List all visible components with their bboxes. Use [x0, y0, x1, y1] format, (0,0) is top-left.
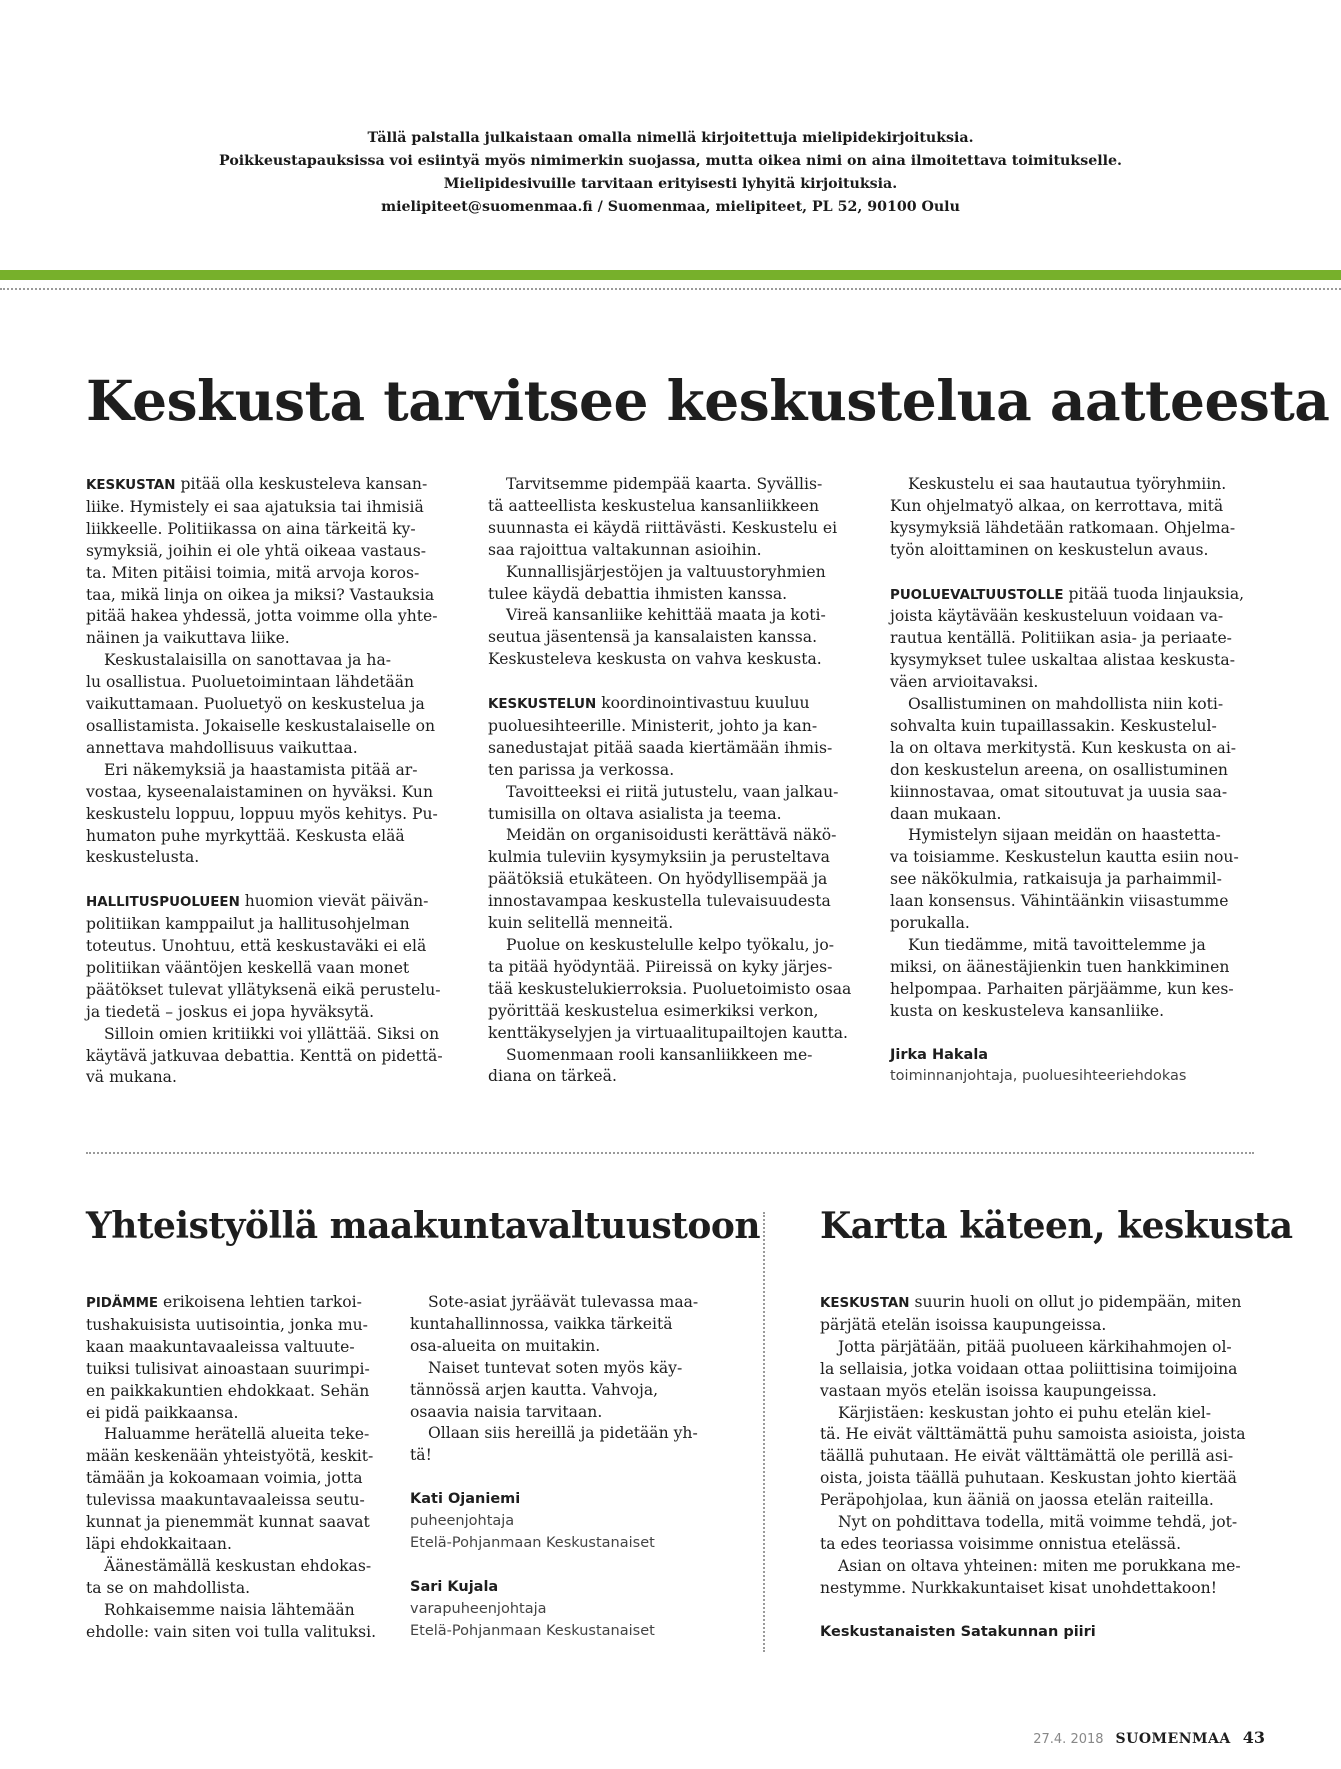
section-divider-bar — [0, 270, 1341, 280]
paragraph-line: don keskustelun areena, on osallistuminen — [890, 760, 1228, 779]
paragraph-line: ta. Miten pitäisi toimia, mitä arvoja koros- — [86, 563, 420, 582]
article3-column — [820, 1292, 1246, 1643]
paragraph-line: innostavampaa keskustella tulevaisuudesta — [488, 892, 831, 911]
paragraph-line: kulmia tuleviin kysymyksiin ja perusteltava — [488, 848, 830, 867]
paragraph-line: läpi ehdokkaitaan. — [86, 1534, 232, 1553]
paragraph-line: Naiset tuntevat soten myös käy- — [428, 1358, 683, 1377]
paragraph-line: työn aloittaminen on keskustelun avaus. — [890, 540, 1209, 559]
paragraph-line: Puolue on keskustelulle kelpo työkalu, jo- — [506, 936, 835, 955]
paragraph-line: suunnasta ei käydä riittävästi. Keskustelu ei — [488, 518, 838, 537]
paragraph-line: tumisilla on oltava asialista ja teema. — [488, 804, 782, 823]
author-name: Keskustanaisten Satakunnan piiri — [820, 1623, 1096, 1640]
paragraph-line: diana on tärkeä. — [488, 1067, 617, 1086]
paragraph-line: Keskustalaisilla on sanottavaa ja ha- — [104, 651, 392, 670]
notice-line: Mielipidesivuille tarvitaan erityisesti lyhyitä kirjoituksia. — [443, 176, 898, 192]
paragraph-line: tännössä arjen kautta. Vahvoja, — [410, 1380, 659, 1399]
paragraph-line: Tarvitsemme pidempää kaarta. Syvällis- — [506, 475, 823, 493]
paragraph-line: Hymistelyn sijaan meidän on haastetta- — [908, 826, 1221, 845]
author-name: Sari Kujala — [410, 1578, 499, 1595]
paragraph-line: symyksiä, joihin ei ole yhtä oikeaa vastaus- — [86, 541, 426, 560]
article-headline: Kartta käteen, keskusta — [820, 1205, 1293, 1247]
author-name: Kati Ojaniemi — [410, 1491, 521, 1508]
paragraph-line: KESKUSTAN pitää olla keskusteleva kansan- — [86, 475, 428, 493]
paragraph-line: oista, joista täällä puhutaan. Keskustan johto kiertää — [820, 1469, 1237, 1488]
lead-word: HALLITUSPUOLUEEN — [86, 895, 240, 911]
paragraph-line: seutua jäsentensä ja kansalaisten kanssa. — [488, 628, 818, 647]
paragraph-line: ta pitää hyödyntää. Piireissä on kyky järjes- — [488, 957, 833, 976]
paragraph-line: nestymme. Nurkkakuntaiset kisat unohdettakoon! — [820, 1578, 1217, 1597]
article2-column-2 — [410, 1292, 698, 1642]
paragraph-line: laan konsensus. Vähintäänkin viisastumme — [890, 892, 1229, 911]
paragraph-line: kysymyksiä lähdetään ratkomaan. Ohjelma- — [890, 518, 1236, 537]
lead-word: KESKUSTELUN — [488, 697, 597, 713]
paragraph-line: PIDÄMME erikoisena lehtien tarkoi- — [86, 1293, 362, 1311]
paragraph-line: kiinnostavaa, omat sitoutuvat ja uusia saa- — [890, 782, 1228, 801]
notice-line: Poikkeustapauksissa voi esiintyä myös nimimerkin suojassa, mutta oikea nimi on aina ilmoitettava toimitukselle. — [219, 153, 1122, 169]
paragraph-line: Keskustelu ei saa hautautua työryhmiin. — [908, 475, 1227, 493]
paragraph-line: Vireä kansanliike kehittää maata ja koti- — [506, 606, 826, 625]
paragraph-line: tulee käydä debattia ihmisten kanssa. — [488, 584, 788, 603]
paragraph-line: Asian on oltava yhteinen: miten me porukkana me- — [838, 1556, 1241, 1575]
paragraph-line: HALLITUSPUOLUEEN huomion vievät päivän- — [86, 892, 429, 911]
paragraph-line: päätöksiä etukäteen. On hyödyllisempää ja — [488, 870, 828, 889]
paragraph-line: tä! — [410, 1446, 432, 1465]
article1-column-3 — [890, 474, 1244, 1088]
paragraph-line: pitää hakea yhdessä, jotta voimme olla yhte- — [86, 607, 438, 626]
paragraph-line: pyörittää keskustelua esimerkiksi verkon, — [488, 1001, 819, 1020]
paragraph-line: liike. Hymistely ei saa ajatuksia tai ihmisiä — [86, 497, 424, 516]
paragraph-line: mään keskenään yhteistyötä, keskit- — [86, 1447, 374, 1466]
paragraph-line: KESKUSTELUN koordinointivastuu kuuluu — [488, 694, 810, 713]
paragraph-line: vastaan myös etelän isoissa kaupungeissa. — [820, 1381, 1157, 1400]
paragraph-line: Kärjistäen: keskustan johto ei puhu etelän kiel- — [838, 1403, 1212, 1422]
notice-line: Tällä palstalla julkaistaan omalla nimellä kirjoitettuja mielipidekirjoituksia. — [367, 130, 974, 146]
paragraph-line: ei pidä paikkaansa. — [86, 1403, 239, 1422]
paragraph-line: PUOLUEVALTUUSTOLLE pitää tuoda linjauksia, — [890, 584, 1245, 603]
paragraph-line: pärjätä etelän isoissa kaupungeissa. — [820, 1315, 1107, 1334]
paragraph-line: kunnat ja pienemmät kunnat saavat — [86, 1513, 370, 1532]
paragraph-line: kysymykset tulee uskaltaa alistaa keskusta- — [890, 651, 1235, 670]
paragraph-line: joista käytävään keskusteluun voidaan va- — [890, 607, 1224, 626]
paragraph-line: sohvalta kuin tupaillassakin. Keskustelul- — [890, 716, 1217, 735]
paragraph-line: ta se on mahdollista. — [86, 1578, 251, 1597]
paragraph-line: kuin selitellä menneitä. — [488, 914, 674, 933]
paragraph-line: helpompaa. Parhaiten pärjäämme, kun kes- — [890, 979, 1234, 998]
paragraph-line: ja tiedetä – joskus ei jopa hyväksytä. — [86, 1002, 375, 1021]
author-organization: Etelä-Pohjanmaan Keskustanaiset — [410, 1534, 655, 1551]
paragraph-line: vä mukana. — [86, 1068, 177, 1087]
paragraph-line: porukalla. — [890, 914, 970, 933]
paragraph-line: keskustelu loppuu, loppuu myös kehitys. Pu- — [86, 804, 438, 823]
paragraph-line: osaavia naisia tarvitaan. — [410, 1402, 603, 1421]
paragraph-line: vaikuttamaan. Puoluetyö on keskustelua ja — [86, 695, 425, 714]
paragraph-line: saa rajoittua valtakunnan asioihin. — [488, 540, 762, 559]
lead-word: KESKUSTAN — [86, 478, 176, 493]
paragraph-line: Sote-asiat jyräävät tulevassa maa- — [428, 1293, 699, 1311]
paragraph-line: väen arvioitavaksi. — [890, 673, 1039, 692]
paragraph-line: tulevissa maakuntavaaleissa seutu- — [86, 1491, 365, 1510]
paragraph-line: Meidän on organisoidusti kerättävä näkö- — [506, 826, 837, 845]
paragraph-line: tä. He eivät välttämättä puhu samoista asioista, joista — [820, 1425, 1246, 1444]
paragraph-line: KESKUSTAN suurin huoli on ollut jo pidempään, miten — [820, 1293, 1242, 1311]
paragraph-line: tuiksi tulisivat ainoastaan suurimpi- — [86, 1359, 370, 1378]
paragraph-line: ta edes teoriassa voisimme onnistua etelässä. — [820, 1534, 1182, 1553]
paragraph-line: täällä puhutaan. He eivät välttämättä ole perillä asi- — [820, 1447, 1234, 1466]
paragraph-line: Peräpohjolaa, kun ääniä on jaossa etelän raiteilla. — [820, 1491, 1214, 1510]
paragraph-line: Tavoitteeksi ei riitä jutustelu, vaan jalkau- — [506, 782, 839, 801]
paragraph-line: sanedustajat pitää saada kiertämään ihmis- — [488, 738, 833, 757]
paragraph-line: näinen ja vaikuttava liike. — [86, 629, 290, 648]
paragraph-line: Osallistuminen on mahdollista niin koti- — [908, 695, 1224, 714]
paragraph-line: taa, mikä linja on oikea ja miksi? Vastauksia — [86, 585, 435, 604]
dotted-rule — [0, 288, 1341, 290]
paragraph-line: vostaa, kyseenalaistaminen on hyväksi. Kun — [86, 782, 434, 801]
paragraph-line: daan mukaan. — [890, 804, 1002, 823]
paragraph-line: Kun tiedämme, mitä tavoittelemme ja — [908, 936, 1206, 955]
paragraph-line: osa-alueita on muitakin. — [410, 1336, 601, 1355]
author-organization: Etelä-Pohjanmaan Keskustanaiset — [410, 1622, 655, 1639]
dotted-rule — [86, 1152, 1254, 1154]
column-notice — [0, 127, 1341, 219]
paragraph-line: tämään ja kokoamaan voimia, jotta — [86, 1469, 363, 1488]
paragraph-line: puoluesihteerille. Ministerit, johto ja kan- — [488, 716, 818, 735]
paragraph-line: en paikkakuntien ehdokkaat. Sehän — [86, 1381, 370, 1400]
paragraph-line: Jotta pärjätään, pitää puolueen kärkihahmojen ol- — [838, 1337, 1232, 1356]
paragraph-line: annettava mahdollisuus vaikuttaa. — [86, 738, 358, 757]
notice-contact-line: mielipiteet@suomenmaa.fi / Suomenmaa, mielipiteet, PL 52, 90100 Oulu — [381, 199, 960, 215]
paragraph-line: ehdolle: vain siten voi tulla valituksi. — [86, 1622, 377, 1641]
paragraph-line: Äänestämällä keskustan ehdokas- — [104, 1556, 372, 1575]
page-footer — [1033, 1728, 1265, 1747]
issue-date: 27.4. 2018 — [1033, 1732, 1104, 1747]
paragraph-line: la sellaisia, jotka voidaan ottaa poliittisina toimijoina — [820, 1359, 1238, 1378]
paragraph-line: Suomenmaan rooli kansanliikkeen me- — [506, 1045, 813, 1064]
paragraph-line: liikkeelle. Politiikassa on aina tärkeitä ky- — [86, 519, 416, 538]
lead-word: PUOLUEVALTUUSTOLLE — [890, 587, 1064, 603]
paragraph-line: Nyt on pohdittava todella, mitä voimme tehdä, jot- — [838, 1513, 1238, 1532]
article1-column-2 — [488, 474, 851, 1088]
paragraph-line: tä aatteellista keskustelua kansanliikkeen — [488, 496, 820, 515]
paragraph-line: kuntahallinnossa, vaikka tärkeitä — [410, 1314, 673, 1333]
article2-column-1 — [86, 1292, 376, 1644]
paragraph-line: ten parissa ja verkossa. — [488, 760, 675, 779]
article1-column-1 — [86, 474, 443, 1089]
paragraph-line: Haluamme herätellä alueita teke- — [104, 1425, 370, 1444]
paragraph-line: Silloin omien kritiikki voi yllättää. Siksi on — [104, 1024, 440, 1043]
paragraph-line: Rohkaisemme naisia lähtemään — [104, 1600, 355, 1619]
paragraph-line: keskustelusta. — [86, 848, 200, 867]
paragraph-line: see näkökulmia, ratkaisuja ja parhaimmil- — [890, 870, 1222, 889]
article-headline: Keskusta tarvitsee keskustelua aatteesta — [86, 368, 1330, 433]
paragraph-line: Kun ohjelmatyö alkaa, on kerrottava, mitä — [890, 496, 1224, 515]
lead-word: KESKUSTAN — [820, 1296, 910, 1311]
publication-name: SUOMENMAA — [1115, 1731, 1231, 1747]
paragraph-line: Kunnallisjärjestöjen ja valtuustoryhmien — [506, 562, 826, 581]
paragraph-line: tää keskustelukierroksia. Puoluetoimisto osaa — [488, 979, 852, 998]
column-separator — [763, 1212, 765, 1652]
paragraph-line: Ollaan siis hereillä ja pidetään yh- — [428, 1424, 698, 1443]
paragraph-line: humaton puhe myrkyttää. Keskusta elää — [86, 826, 405, 845]
paragraph-line: Keskusteleva keskusta on vahva keskusta. — [488, 650, 822, 669]
paragraph-line: kaan maakuntavaaleissa valtuute- — [86, 1337, 355, 1356]
paragraph-line: miksi, on äänestäjienkin tuen hankkiminen — [890, 957, 1230, 976]
author-name: Jirka Hakala — [890, 1046, 989, 1063]
paragraph-line: politiikan kamppailut ja hallitusohjelman — [86, 915, 410, 934]
author-title: varapuheenjohtaja — [410, 1600, 547, 1617]
paragraph-line: päätökset tulevat yllätyksenä eikä perustelu- — [86, 980, 441, 999]
article-headline: Yhteistyöllä maakuntavaltuustoon — [86, 1205, 761, 1247]
paragraph-line: politiikan vääntöjen keskellä vaan monet — [86, 958, 410, 977]
paragraph-line: toteutus. Unohtuu, että keskustaväki ei elä — [86, 937, 427, 956]
paragraph-line: osallistamista. Jokaiselle keskustalaiselle on — [86, 716, 436, 735]
author-title: puheenjohtaja — [410, 1513, 515, 1530]
paragraph-line: rautua kentällä. Politiikan asia- ja periaate- — [890, 629, 1232, 648]
paragraph-line: la on oltava merkitystä. Kun keskusta on ai- — [890, 738, 1237, 757]
paragraph-line: lu osallistua. Puoluetoimintaan lähdetään — [86, 673, 415, 692]
page-number: 43 — [1242, 1728, 1265, 1747]
paragraph-line: va toisiamme. Keskustelun kautta esiin nou- — [890, 848, 1239, 867]
paragraph-line: käytävä jatkuvaa debattia. Kenttä on pidettä- — [86, 1046, 443, 1065]
author-title: toiminnanjohtaja, puoluesihteeriehdokas — [890, 1068, 1187, 1085]
paragraph-line: tushakuisista uutisointia, jonka mu- — [86, 1315, 368, 1334]
paragraph-line: kusta on keskusteleva kansanliike. — [890, 1001, 1165, 1020]
lead-word: PIDÄMME — [86, 1296, 159, 1311]
paragraph-line: Eri näkemyksiä ja haastamista pitää ar- — [104, 760, 418, 779]
paragraph-line: kenttäkyselyjen ja virtuaalitupailtojen kautta. — [488, 1023, 848, 1042]
